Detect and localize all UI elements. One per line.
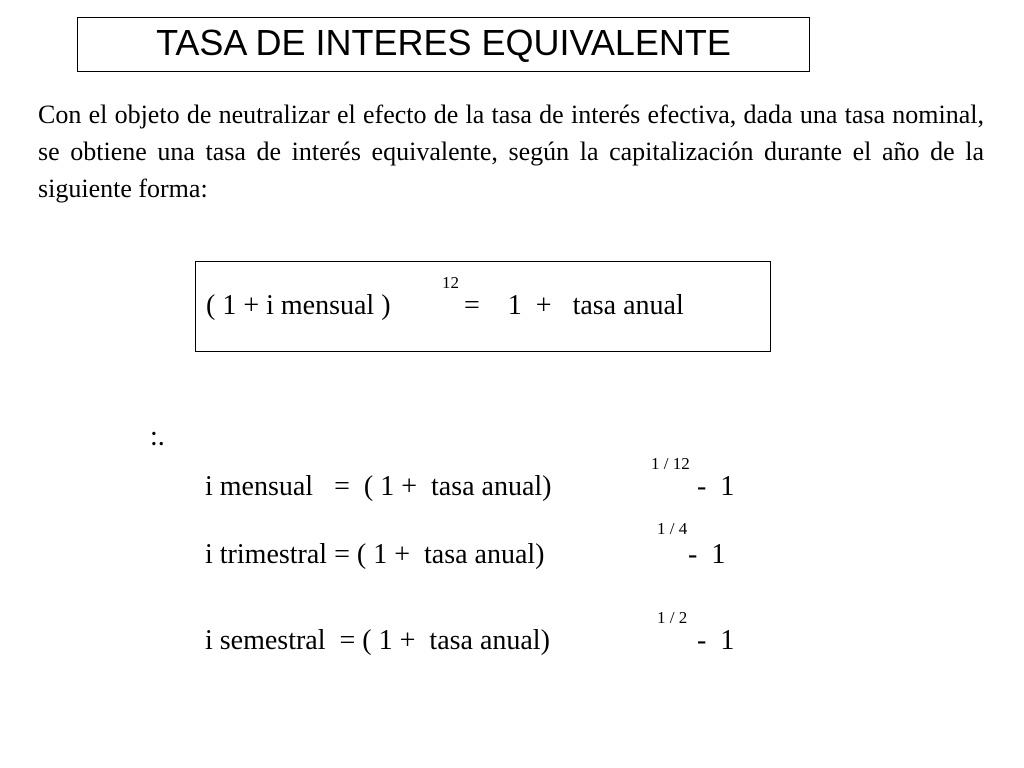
equation-monthly-exponent: 1 / 12	[651, 454, 690, 473]
page-title: TASA DE INTERES EQUIVALENTE	[156, 21, 731, 63]
equation-quarterly-rhs: - 1	[688, 539, 726, 570]
equation-quarterly-exponent: 1 / 4	[657, 519, 688, 538]
therefore-symbol: :.	[150, 421, 165, 452]
equation-monthly-lhs: i mensual = ( 1 + tasa anual)	[205, 471, 552, 502]
equation-monthly-rhs: - 1	[697, 471, 735, 502]
main-formula-rhs: = 1 + tasa anual	[464, 290, 684, 321]
main-formula-box	[195, 261, 771, 352]
main-formula-lhs: ( 1 + i mensual )	[206, 290, 391, 321]
equation-semiannual-lhs: i semestral = ( 1 + tasa anual)	[205, 625, 550, 656]
title-box	[77, 17, 810, 72]
main-formula-exponent: 12	[442, 273, 459, 292]
equation-semiannual-rhs: - 1	[697, 625, 735, 656]
equation-semiannual-exponent: 1 / 2	[657, 608, 688, 627]
equation-quarterly-lhs: i trimestral = ( 1 + tasa anual)	[205, 539, 545, 570]
intro-paragraph: Con el objeto de neutralizar el efecto de la tasa de interés efectiva, dada una tasa nominal, se obtiene una tasa de interés equivalente, según la capitalización durante el año de la siguiente forma:	[38, 100, 984, 203]
